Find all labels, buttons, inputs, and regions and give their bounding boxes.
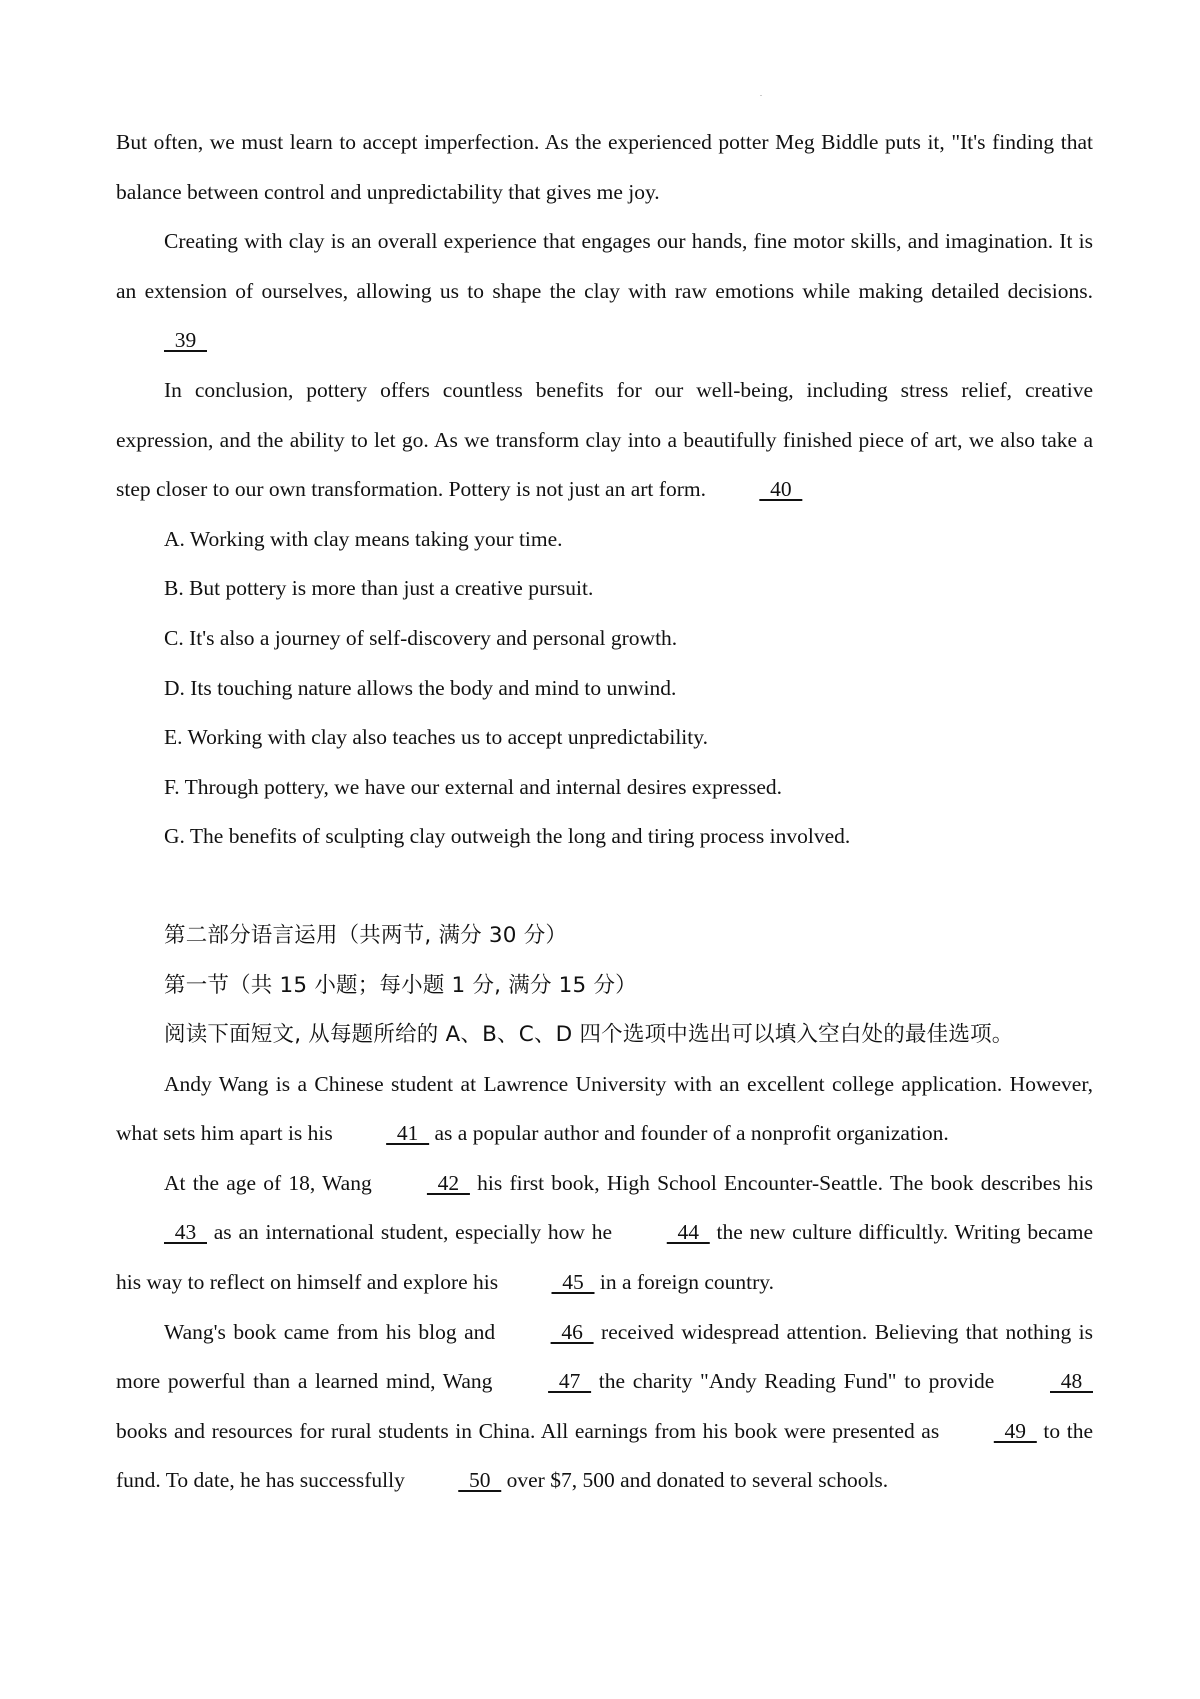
paragraph-text: But often, we must learn to accept imperfection. As the experienced potter Meg Biddle puts it, "It's finding that balance between control and unpredictability that gives me joy.: [116, 130, 1093, 204]
option-b: B. But pottery is more than just a creative pursuit.: [164, 576, 594, 601]
answer-blank-46: 46: [550, 1319, 594, 1344]
paragraph-text: Andy Wang is a Chinese student at Lawrence University with an excellent college application. However, what sets him apart is his: [116, 1071, 1093, 1146]
part-heading: 第二部分语言运用（共两节, 满分 30 分）: [164, 922, 568, 948]
answer-blank-48: 48: [1050, 1369, 1093, 1394]
option-f: F. Through pottery, we have our external and internal desires expressed.: [164, 774, 782, 799]
option-list: [116, 515, 1093, 862]
paragraph-text: At the age of 18, Wang: [164, 1170, 379, 1195]
cloze-paragraph-1: [116, 1060, 1093, 1159]
document-body: [116, 118, 1093, 1506]
paragraph-text: as an international student, especially how he: [207, 1220, 619, 1245]
paragraph-text: In conclusion, pottery offers countless benefits for our well-being, including stress relief, creative expression, and the ability to let go. As we transform clay into a beautifully finished piece of art, we also take a step closer to our own transformation. Pottery is not just an art form.: [116, 377, 1093, 502]
paragraph-text: over $7, 500 and donated to several schools.: [501, 1468, 889, 1493]
answer-blank-43: 43: [164, 1220, 207, 1245]
cloze-paragraph-3: [116, 1308, 1093, 1506]
paragraph-text: as a popular author and founder of a nonprofit organization.: [429, 1121, 949, 1146]
answer-blank-41: 41: [386, 1121, 430, 1146]
paragraph-text: the charity "Andy Reading Fund" to provide: [591, 1369, 1002, 1394]
answer-blank-42: 42: [426, 1170, 470, 1195]
passage-paragraph-2: [116, 217, 1093, 366]
answer-blank-47: 47: [548, 1369, 592, 1394]
instruction-text: 阅读下面短文, 从每题所给的 A、B、C、D 四个选项中选出可以填入空白处的最佳选项。: [164, 1022, 1014, 1048]
option-c: C. It's also a journey of self-discovery and personal growth.: [164, 625, 678, 650]
answer-blank-49: 49: [993, 1418, 1037, 1443]
answer-blank-44: 44: [666, 1220, 710, 1245]
answer-blank-45: 45: [551, 1270, 595, 1295]
option-e: E. Working with clay also teaches us to accept unpredictability.: [164, 725, 708, 750]
passage-paragraph-1: [116, 118, 1093, 217]
answer-blank-50: 50: [458, 1468, 502, 1493]
paragraph-text: to the fund. To date, he has successfully: [116, 1418, 1093, 1493]
section-heading: 第一节（共 15 小题；每小题 1 分, 满分 15 分）: [164, 972, 637, 998]
scan-speck: [760, 95, 762, 96]
option-d: D. Its touching nature allows the body and mind to unwind.: [164, 675, 677, 700]
paragraph-text: Wang's book came from his blog and: [164, 1319, 503, 1344]
paragraph-text: received widespread attention. Believing that nothing is more powerful than a learned mind, Wang: [116, 1319, 1094, 1394]
paragraph-text: books and resources for rural students in China. All earnings from his book were presented as: [116, 1418, 946, 1443]
option-g: G. The benefits of sculpting clay outweigh the long and tiring process involved.: [164, 824, 851, 849]
answer-blank-39: 39: [164, 328, 207, 353]
paragraph-text: the new culture difficultly. Writing became his way to reflect on himself and explore his: [116, 1220, 1093, 1295]
paragraph-text: Creating with clay is an overall experience that engages our hands, fine motor skills, and imagination. It is an extension of ourselves, allowing us to shape the clay with raw emotions while making detailed decisions.: [116, 229, 1093, 303]
option-a: A. Working with clay means taking your time.: [164, 526, 563, 551]
paragraph-text: his first book, High School Encounter-Seattle. The book describes his: [469, 1170, 1093, 1195]
passage-paragraph-3: [116, 366, 1093, 515]
paragraph-text: in a foreign country.: [594, 1270, 775, 1295]
answer-blank-40: 40: [759, 477, 803, 502]
cloze-paragraph-2: [116, 1159, 1093, 1308]
